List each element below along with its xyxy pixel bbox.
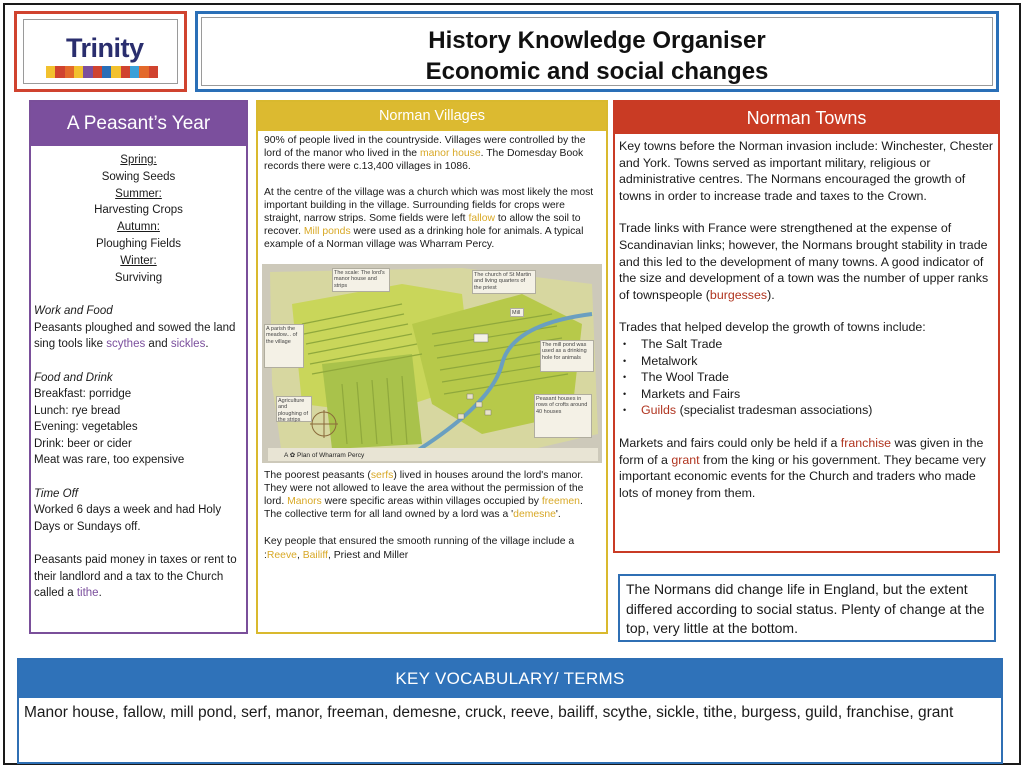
page-subtitle: Economic and social changes <box>425 58 769 85</box>
list-item: • The Wool Trade <box>621 369 994 386</box>
villages-paragraph-2: At the centre of the village was a church which was most likely the most important building in the village. Surrounding fields for crops were straight, narrow strips. Some fields were left fallow to allow the soil to recover. Mill ponds were used as a drinking hole for animals. A typical example of a Norman village was Wharram Percy. <box>264 186 594 251</box>
logo-stripe <box>65 66 74 78</box>
towns-paragraph-1: Key towns before the Norman invasion include: Winchester, Chester and York. Towns served as important military, religious or administrative centres. The Normans encouraged the growth of towns in order to increase trade and taxes to the Crown. <box>619 139 993 203</box>
title-box <box>195 11 999 92</box>
key-vocabulary-panel <box>17 658 1003 764</box>
norman-villages-heading: Norman Villages <box>258 102 606 131</box>
food-drink-section <box>31 370 246 469</box>
list-item: • The Salt Trade <box>621 336 994 353</box>
season-label: Winter: <box>120 254 157 267</box>
list-item: • Metalwork <box>621 353 994 370</box>
taxes-section <box>31 552 246 602</box>
towns-paragraph-4: Markets and fairs could only be held if a franchise was given in the form of a grant from the king or his government. They became very important economic events for the Church and traders who made lots of money from them. <box>619 435 986 500</box>
peasant-year-panel <box>29 100 248 634</box>
logo-stripe <box>139 66 148 78</box>
logo-stripe <box>55 66 64 78</box>
season-label: Autumn: <box>117 221 160 234</box>
seasons-list <box>31 152 246 286</box>
key-vocabulary-heading: KEY VOCABULARY/ TERMS <box>19 660 1001 698</box>
map-label: The church of St Martin and living quarters of the priest <box>472 270 536 294</box>
page-title: History Knowledge Organiser <box>428 27 766 54</box>
logo-stripe <box>46 66 55 78</box>
taxes-text: Peasants paid money in taxes or rent to their landlord and a tax to the Church called a tithe. <box>34 554 237 600</box>
villages-paragraph-3: The poorest peasants (serfs) lived in houses around the lord's manor. They were not allowed to leave the area without the permission of the lord. Manors were specific areas within villages occupied by freemen. The collective term for all land owned by a lord was a 'demesne'. <box>264 469 584 521</box>
food-drink-line: Meat was rare, too expensive <box>34 454 185 467</box>
peasant-year-heading: A Peasant’s Year <box>31 102 246 146</box>
villages-paragraph-1: 90% of people lived in the countryside. Villages were controlled by the lord of the manor who lived in the manor house. The Domesday Book records there were c.13,400 villages in 1086. <box>264 135 586 173</box>
season-label: Summer: <box>115 187 162 200</box>
food-drink-line: Breakfast: porridge <box>34 388 132 401</box>
logo-stripe <box>93 66 102 78</box>
season-text: Surviving <box>114 271 163 284</box>
map-label: The mill pond was used as a drinking hole for animals <box>540 340 594 372</box>
list-item: • Guilds (specialist tradesman associations) <box>621 402 994 419</box>
logo-text: Trinity <box>66 33 144 63</box>
list-item: • Markets and Fairs <box>621 386 994 403</box>
map-label: The scale: The lord's manor house and strips <box>332 268 390 292</box>
logo-stripe <box>149 66 158 78</box>
villages-lower-text <box>258 463 606 562</box>
school-logo <box>23 19 178 84</box>
time-off-title: Time Off <box>34 487 78 500</box>
towns-paragraph-2: Trade links with France were strengthened at the expense of Scandinavian links; however, the Normans brought stability in trade and this led to the development of many towns. A good indicator of the size and development of a town was the number of upper ranks of townspeople (burgesses). <box>619 221 989 302</box>
norman-villages-panel <box>256 100 608 634</box>
trades-list <box>621 336 994 419</box>
key-vocabulary-list: Manor house, fallow, mill pond, serf, manor, freeman, demesne, cruck, reeve, bailiff, scythe, sickle, tithe, burgess, guild, franchise, grant <box>24 704 954 721</box>
logo-stripe <box>121 66 130 78</box>
wharram-percy-map <box>262 264 602 463</box>
season-text: Ploughing Fields <box>95 237 182 250</box>
food-drink-line: Drink: beer or cider <box>34 437 132 450</box>
map-label: Peasant houses in rows of crofts around 40 houses <box>534 394 592 438</box>
work-food-text: Peasants ploughed and sowed the land sing tools like scythes and sickles. <box>34 321 236 351</box>
time-off-text: Worked 6 days a week and had Holy Days or Sundays off. <box>34 504 222 533</box>
season-text: Sowing Seeds <box>101 170 176 183</box>
map-label: Agriculture and ploughing of the strips <box>276 396 312 422</box>
trades-intro: Trades that helped develop the growth of towns include: <box>619 320 926 335</box>
work-food-section <box>31 303 246 353</box>
school-logo-box <box>14 11 187 92</box>
map-label: Mill <box>510 308 524 317</box>
trades-section <box>619 319 994 419</box>
season-text: Harvesting Crops <box>94 204 183 217</box>
logo-stripe <box>83 66 92 78</box>
summary-box: The Normans did change life in England, but the extent differed according to social status. Plenty of change at the top, very little at the bottom. <box>618 574 996 642</box>
time-off-section <box>31 486 246 536</box>
food-drink-line: Lunch: rye bread <box>34 404 121 417</box>
logo-stripe <box>74 66 83 78</box>
norman-towns-panel <box>613 100 1000 553</box>
villages-intro <box>258 131 606 252</box>
towns-body <box>615 134 998 501</box>
villages-paragraph-4: Key people that ensured the smooth running of the village include a :Reeve, Bailiff, Priest and Miller <box>264 536 575 561</box>
norman-towns-heading: Norman Towns <box>615 102 998 134</box>
food-drink-line: Evening: vegetables <box>34 421 138 434</box>
map-label: A parish the meadow... of the village <box>264 324 304 368</box>
logo-stripe <box>130 66 139 78</box>
season-label: Spring: <box>120 154 157 166</box>
logo-stripe <box>111 66 120 78</box>
food-drink-title: Food and Drink <box>34 371 113 384</box>
logo-stripe <box>102 66 111 78</box>
work-food-title: Work and Food <box>34 305 113 318</box>
logo-stripes <box>46 66 158 78</box>
map-caption: A ✿ Plan of Wharram Percy <box>284 451 365 459</box>
